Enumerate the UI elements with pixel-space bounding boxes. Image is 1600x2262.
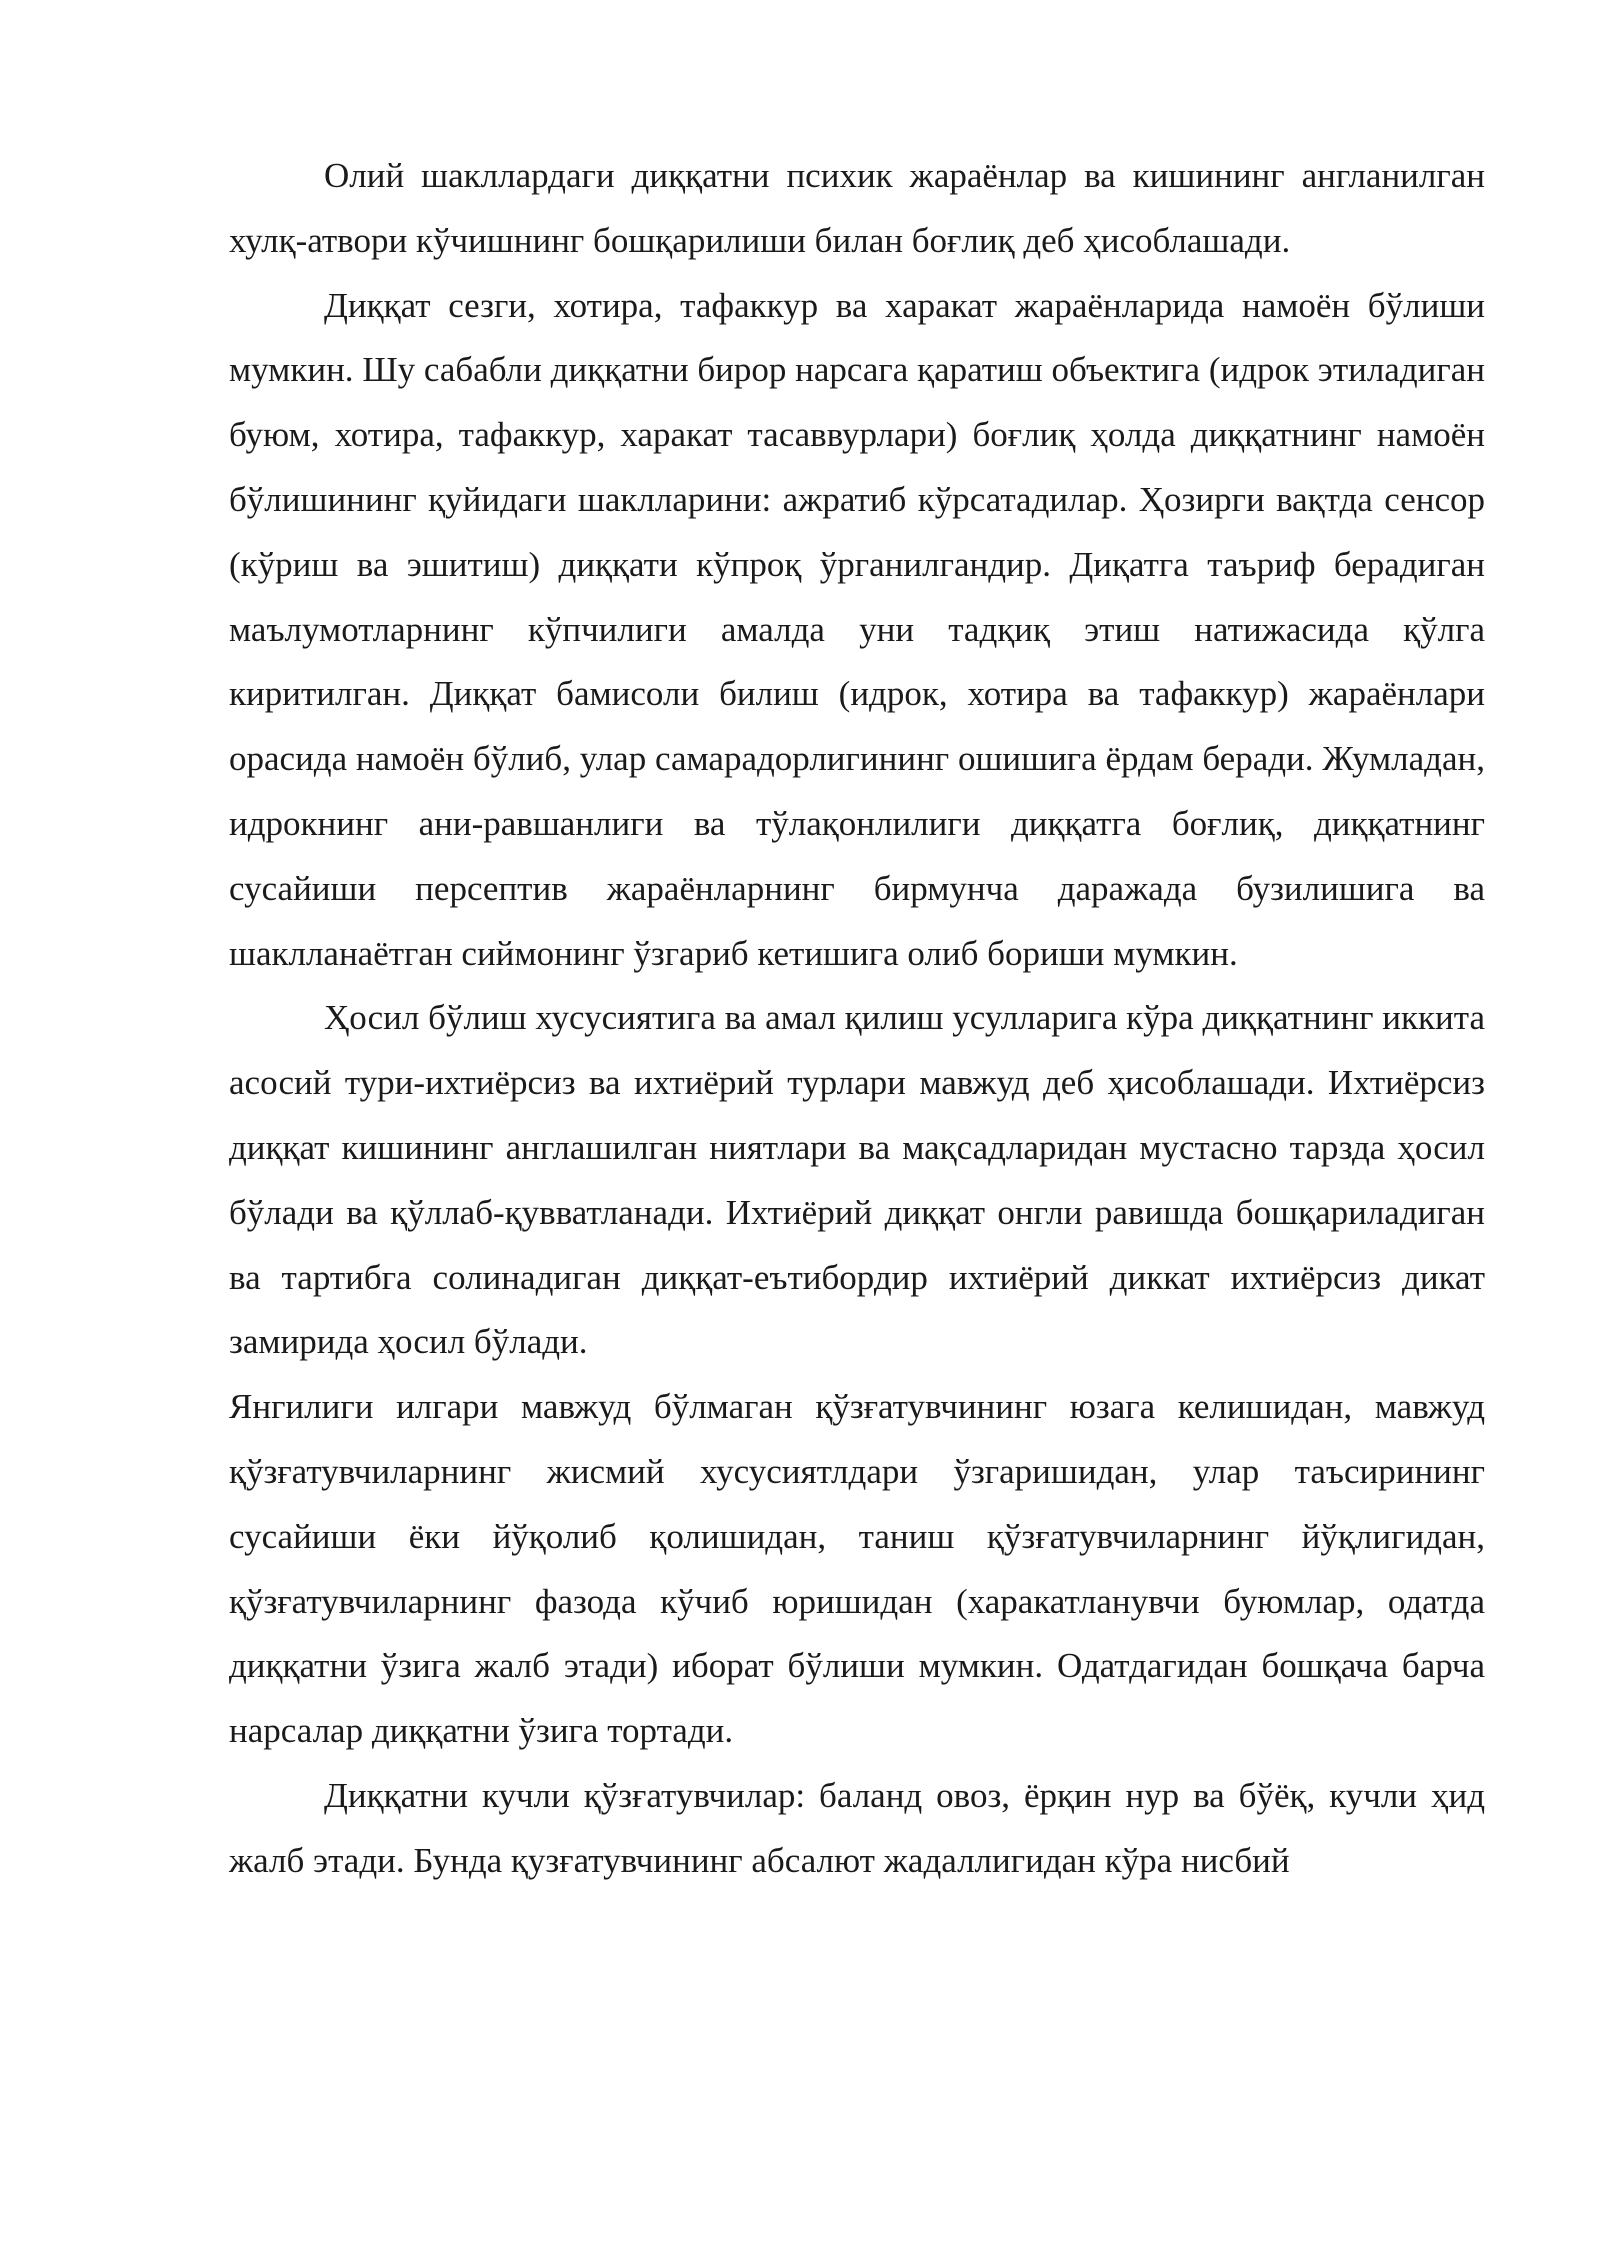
paragraph-strong-stimuli: Диққатни кучли қўзғатувчилар: баланд овоз, ёрқин нур ва бўёқ, кучли ҳид жалб этади. Бунда қузғатувчининг абсалют жадаллигидан кўра нисбий bbox=[229, 1775, 1485, 1880]
paragraph-attention-manifestation: Диққат сезги, хотира, тафаккур ва харакат жараёнларида намоён бўлиши мумкин. Шу сабабли диққатни бирор нарсага қаратиш объектига (идрок этиладиган буюм, хотира, тафаккур, харакат тасаввурлари) боғлиқ ҳолда диққатнинг намоён бўлишининг қуйидаги шаклларини: ажратиб кўрсатадилар. Ҳозирги вақтда сенсор (кўриш ва эшитиш) диққати кўпроқ ўрганилгандир. Диқатга таъриф берадиган маълумотларнинг кўпчилиги амалда уни тадқиқ этиш натижасида қўлга киритилган. Диққат бамисоли билиш (идрок, хотира ва тафаккур) жараёнлари орасида намоён бўлиб, улар самарадорлигининг ошишига ёрдам беради. Жумладан, идрокнинг ани-равшанлиги ва тўлақонлилиги диққатга боғлиқ, диққатнинг сусайиши персептив жараёнларнинг бирмунча даражада бузилишига ва шаклланаётган сиймонинг ўзгариб кетишига олиб бориши мумкин. bbox=[229, 285, 1485, 973]
paragraph-higher-forms-of-attention: Олий шакллардаги диққатни психик жараёнлар ва кишининг англанилган хулқ-атвори кўчишнинг бошқарилиши билан боғлиқ деб ҳисоблашади. bbox=[229, 156, 1485, 260]
paragraph-novelty-of-stimulus: Янгилиги илгари мавжуд бўлмаган қўзғатувчининг юзага келишидан, мавжуд қўзғатувчиларнинг жисмий хусусиятлдари ўзгаришидан, улар таъсирининг сусайиши ёки йўқолиб қолишидан, таниш қўзғатувчиларнинг йўқлигидан, қўзғатувчиларнинг фазода кўчиб юришидан (харакатланувчи буюмлар, одатда диққатни ўзига жалб этади) иборат бўлиши мумкин. Одатдагидан бошқача барча нарсалар диққатни ўзига тортади. bbox=[229, 1387, 1485, 1751]
paragraph-attention-types: Ҳосил бўлиш хусусиятига ва амал қилиш усулларига кўра диққатнинг иккита асосий тури-ихтиёрсиз ва ихтиёрий турлари мавжуд деб ҳисоблашади. Ихтиёрсиз диққат кишининг англашилган ниятлари ва мақсадларидан мустасно тарзда ҳосил бўлади ва қўллаб-қувватланади. Ихтиёрий диққат онгли равишда бошқариладиган ва тартибга солинадиган диққат-еътибордир ихтиёрий диккат ихтиёрсиз дикат замирида ҳосил бўлади. bbox=[229, 998, 1485, 1362]
document-body bbox=[229, 144, 1485, 1894]
